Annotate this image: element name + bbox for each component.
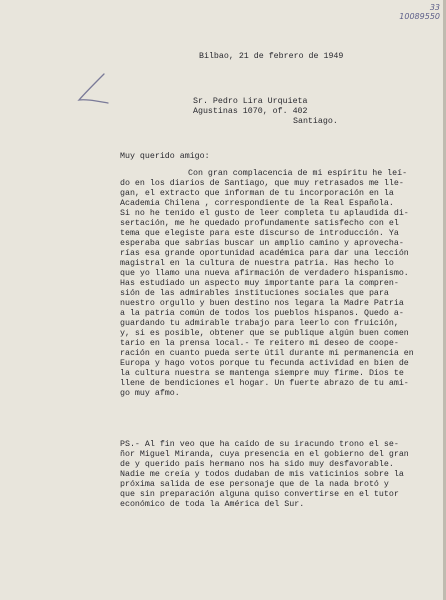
body-line: sertación, me he quedado profundamente satisfecho con el [120, 219, 399, 228]
pencil-mark-icon [74, 72, 120, 106]
postscript-line: económico de toda la América del Sur. [120, 500, 305, 509]
body-line: ración en cuanto pueda serte útil durante mi permanencia en [120, 349, 414, 358]
postscript-line: PS.- Al fin veo que ha caído de su iracundo trono el se- [120, 440, 399, 449]
recipient-name: Sr. Pedro Lira Urquieta [193, 97, 308, 106]
body-line: guardando tu admirable trabajo para leerlo con fruición, [120, 319, 399, 328]
postscript-line: Nadie me creía y todos dudaban de mis vaticinios sobre la [120, 470, 404, 479]
body-line: nuestro orgullo y buen destino nos legara la Madre Patria [120, 299, 404, 308]
archive-number-bottom: 10089550 [399, 12, 440, 21]
postscript-line: de y querido país hermano nos ha sido muy desfavorable. [120, 460, 394, 469]
place-date-line: Bilbao, 21 de febrero de 1949 [199, 52, 344, 61]
body-line: sión de las admirables instituciones sociales que para [120, 289, 389, 298]
body-line: Si no he tenido el gusto de leer completa tu aplaudida di- [120, 209, 409, 218]
archive-reference [399, 3, 440, 21]
postscript-line: próxima salida de ese personaje que de la nada brotó y [120, 480, 389, 489]
salutation: Muy querido amigo: [120, 152, 210, 161]
body-line: Has estudiado un aspecto muy importante para la compren- [120, 279, 399, 288]
body-line: la cultura nuestra se mantenga siempre muy firme. Dios te [120, 369, 404, 378]
body-line: Academia Chilena , correspondiente de la Real Española. [120, 199, 394, 208]
body-line: que yo llamo una nueva afirmación de verdadero hispanismo. [120, 269, 409, 278]
recipient-city: Santiago. [293, 117, 338, 126]
postscript-line: que sin preparación alguna quiso convertirse en el tutor [120, 490, 399, 499]
body-line: a la patria común de todos los pueblos hispanos. Quedo a- [120, 309, 404, 318]
body-line: do en los diarios de Santiago, que muy retrasados me lle- [120, 179, 404, 188]
body-line: y, si es posible, obtener que se publique algún buen comen [120, 329, 409, 338]
body-line: rías esa grande oportunidad académica para dar una lección [120, 249, 409, 258]
body-line: esperaba que sabrías buscar un amplio camino y aprovecha- [120, 239, 404, 248]
body-line: tario en la prensa local.- Te reitero mi deseo de coope- [120, 339, 399, 348]
body-line: Europa y hago votos porque tu fecunda actividad en bien de [120, 359, 409, 368]
body-line: llene de bendiciones el hogar. Un fuerte abrazo de tu ami- [120, 379, 409, 388]
body-line: tema que elegiste para este discurso de introducción. Ya [120, 229, 399, 238]
postscript-line: ñor Miguel Miranda, cuya presencia en el gobierno del gran [120, 450, 409, 459]
archive-number-top: 33 [429, 3, 440, 12]
body-line: magistral en la cultura de nuestra patria. Has hecho lo [120, 259, 394, 268]
recipient-address: Agustinas 1070, of. 402 [193, 107, 308, 116]
body-line: gan, el extracto que informan de tu incorporación en la [120, 189, 394, 198]
body-line: go muy afmo. [120, 389, 180, 398]
body-line: Con gran complacencia de mi espíritu he leí- [188, 169, 408, 178]
